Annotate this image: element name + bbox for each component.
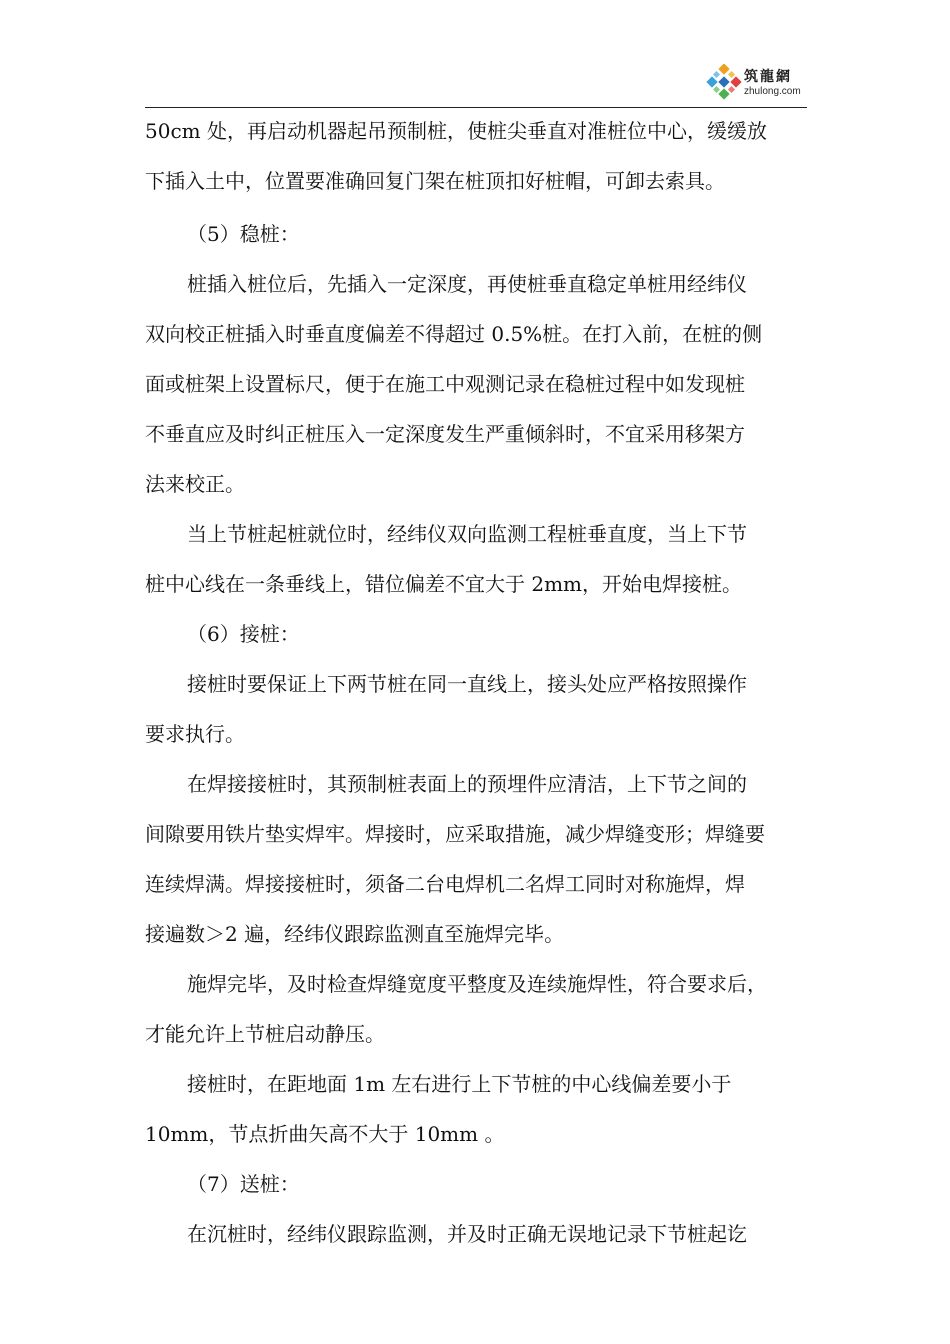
text-line: 50cm 处，再启动机器起吊预制桩，使桩尖垂直对准桩位中心，缓缓放 <box>145 119 767 143</box>
text-line: 间隙要用铁片垫实焊牢。焊接时，应采取措施，减少焊缝变形；焊缝要 <box>145 822 765 846</box>
text-line: 当上节桩起桩就位时，经纬仪双向监测工程桩垂直度，当上下节 <box>187 522 747 546</box>
text-line: 接桩时要保证上下两节桩在同一直线上，接头处应严格按照操作 <box>187 672 747 696</box>
text-line: 不垂直应及时纠正桩压入一定深度发生严重倾斜时，不宜采用移架方 <box>145 422 745 446</box>
text-line: 接遍数＞2 遍，经纬仪跟踪监测直至施焊完毕。 <box>145 922 565 946</box>
logo-icon <box>706 64 742 100</box>
text-line: 下插入土中，位置要准确回复门架在桩顶扣好桩帽，可卸去索具。 <box>145 169 725 193</box>
text-line: 才能允许上节桩启动静压。 <box>145 1022 385 1046</box>
site-logo[interactable] <box>706 64 816 104</box>
text-line: 在焊接接桩时，其预制桩表面上的预埋件应清洁，上下节之间的 <box>187 772 747 796</box>
header-divider <box>145 107 807 108</box>
text-line: 连续焊满。焊接接桩时，须备二台电焊机二名焊工同时对称施焊，焊 <box>145 872 745 896</box>
text-line: 要求执行。 <box>145 722 245 746</box>
logo-text-en: zhulong.com <box>744 86 801 97</box>
text-line: 面或桩架上设置标尺，便于在施工中观测记录在稳桩过程中如发现桩 <box>145 372 745 396</box>
section-heading: （5）稳桩： <box>187 222 300 246</box>
text-line: 施焊完毕，及时检查焊缝宽度平整度及连续施焊性，符合要求后， <box>187 972 767 996</box>
text-line: 10mm，节点折曲矢高不大于 10mm 。 <box>145 1122 505 1146</box>
text-line: 在沉桩时，经纬仪跟踪监测，并及时正确无误地记录下节桩起讫 <box>187 1222 747 1246</box>
section-heading: （7）送桩： <box>187 1172 300 1196</box>
text-line: 双向校正桩插入时垂直度偏差不得超过 0.5%桩。在打入前，在桩的侧 <box>145 322 763 346</box>
text-line: 桩插入桩位后，先插入一定深度，再使桩垂直稳定单桩用经纬仪 <box>187 272 747 296</box>
text-line: 桩中心线在一条垂线上，错位偏差不宜大于 2mm，开始电焊接桩。 <box>145 572 743 596</box>
text-line: 接桩时，在距地面 1m 左右进行上下节桩的中心线偏差要小于 <box>187 1072 732 1096</box>
text-line: 法来校正。 <box>145 472 245 496</box>
page-header <box>0 0 950 110</box>
section-heading: （6）接桩： <box>187 622 300 646</box>
logo-text-cn: 筑龍網 <box>744 69 792 85</box>
